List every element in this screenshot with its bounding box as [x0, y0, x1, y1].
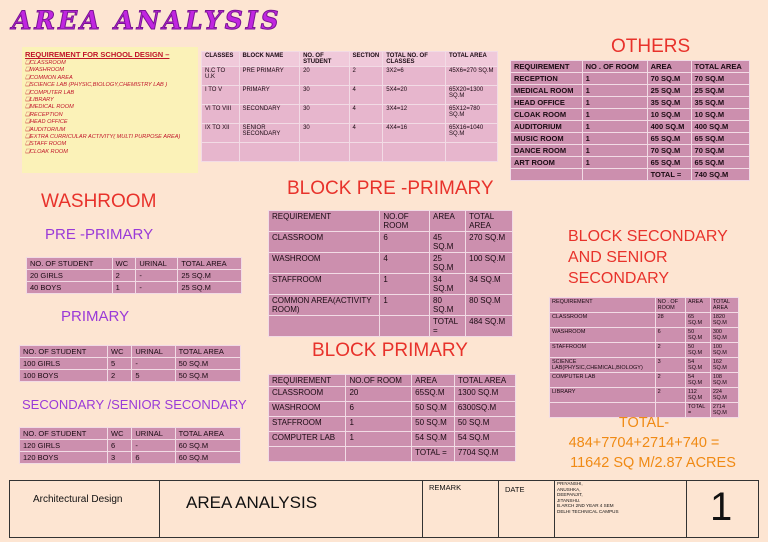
table-cell: 7704 SQ.M — [454, 447, 515, 462]
table-cell: 1 — [582, 85, 647, 97]
table-header-cell: TOTAL AREA — [175, 346, 240, 358]
table-cell: 65X20=1300 SQ.M — [446, 86, 498, 105]
table-cell: - — [132, 358, 175, 370]
table-cell: 6 — [108, 440, 132, 452]
table-cell: 25 SQ.M — [178, 282, 242, 294]
table-cell — [383, 143, 446, 162]
table-cell: 4 — [349, 86, 383, 105]
requirement-item: ❑CLASSROOM — [25, 60, 66, 66]
table-cell: 30 — [300, 86, 349, 105]
table-row — [269, 232, 513, 253]
table-cell: MUSIC ROOM — [511, 133, 583, 145]
page-title: AREA ANALYSIS — [12, 6, 282, 35]
credit-line: JITANSHU. — [557, 497, 581, 503]
table-cell: 40 BOYS — [27, 282, 113, 294]
table-cell: 1 — [582, 157, 647, 169]
table-cell: 2714 SQ.M — [710, 403, 738, 418]
table-cell: IX TO XII — [202, 124, 240, 143]
table-row — [20, 452, 241, 464]
table-header-cell: TOTAL AREA — [454, 375, 515, 387]
table-cell: 25 SQ.M — [178, 270, 242, 282]
table-cell: 6 — [380, 232, 430, 253]
requirement-item: ❑MEDICAL ROOM — [25, 104, 74, 111]
table-cell: I TO V — [202, 86, 240, 105]
block-primary-table — [268, 374, 516, 462]
table-header-row — [269, 375, 516, 387]
table-header-cell: NO.OF ROOM — [380, 211, 430, 232]
requirement-item: ❑STAFF ROOM — [25, 141, 67, 148]
table-header-cell: AREA — [686, 298, 711, 313]
table-cell: - — [136, 270, 178, 282]
table-cell: 54 SQ.M — [412, 432, 455, 447]
table-cell: PRIMARY — [239, 86, 300, 105]
footer-date-label: DATE — [505, 485, 525, 494]
table-row — [202, 124, 498, 143]
sheet-number: 1 — [710, 485, 733, 529]
table-header-cell: NO.OF ROOM — [346, 375, 412, 387]
table-header-row — [550, 298, 739, 313]
washroom-pre-primary-table — [26, 257, 242, 294]
table-cell: MEDICAL ROOM — [511, 85, 583, 97]
table-cell: 400 SQ.M — [647, 121, 691, 133]
table-row — [269, 274, 513, 295]
table-cell: 4X4=16 — [383, 124, 446, 143]
table-header-cell: CLASSES — [202, 52, 240, 67]
table-cell — [300, 143, 349, 162]
footer-credits — [557, 481, 619, 515]
table-cell: 80 SQ.M — [430, 295, 466, 316]
table-cell — [202, 143, 240, 162]
table-row — [269, 417, 516, 432]
table-cell: - — [132, 440, 175, 452]
table-cell: 50 SQ.M — [686, 343, 711, 358]
table-cell: 70 SQ.M — [647, 145, 691, 157]
table-cell: 5 — [108, 358, 132, 370]
table-cell: 3X2=6 — [383, 67, 446, 86]
block-secondary-table — [549, 297, 739, 418]
washroom-heading: WASHROOM — [41, 191, 157, 212]
table-cell: TOTAL = — [430, 316, 466, 337]
table-cell: 20 — [346, 387, 412, 402]
table-cell: 1 — [380, 274, 430, 295]
table-cell: 70 SQ.M — [647, 73, 691, 85]
grand-total-line3: 11642 SQ M/2.87 ACRES — [570, 455, 736, 471]
table-cell: 1 — [582, 133, 647, 145]
block-secondary-heading-line: SECONDARY — [568, 270, 670, 287]
table-row — [202, 105, 498, 124]
table-cell: 1 — [112, 282, 136, 294]
grand-total-line2: 484+7704+2714+740 = — [568, 435, 720, 451]
table-cell: 3 — [108, 452, 132, 464]
table-row — [202, 67, 498, 86]
table-cell: 120 GIRLS — [20, 440, 108, 452]
table-cell: 50 SQ.M — [175, 370, 240, 382]
table-cell: SECONDARY — [239, 105, 300, 124]
table-cell: DANCE ROOM — [511, 145, 583, 157]
table-cell: 2 — [655, 388, 685, 403]
table-cell: 50 SQ.M — [412, 402, 455, 417]
table-cell: 1 — [380, 295, 430, 316]
table-cell — [446, 143, 498, 162]
table-cell: TOTAL = — [647, 169, 691, 181]
table-header-row — [511, 61, 750, 73]
table-cell: 1 — [346, 432, 412, 447]
table-cell: TOTAL = — [686, 403, 711, 418]
block-secondary-heading-line: AND SENIOR — [568, 249, 668, 266]
table-row — [269, 295, 513, 316]
table-cell: 112 SQ.M — [686, 388, 711, 403]
table-cell: CLOAK ROOM — [511, 109, 583, 121]
table-header-cell: SECTION — [349, 52, 383, 67]
table-cell: 100 SQ.M — [466, 253, 513, 274]
table-row — [550, 373, 739, 388]
table-header-row — [27, 258, 242, 270]
table-cell: 4 — [380, 253, 430, 274]
classes-table — [201, 51, 498, 162]
table-header-cell: REQUIREMENT — [269, 211, 380, 232]
table-cell: COMMON AREA(ACTIVITY ROOM) — [269, 295, 380, 316]
requirement-item: ❑WASHROOM — [25, 67, 65, 74]
table-cell: 70 SQ.M — [691, 73, 749, 85]
table-cell: 54 SQ.M — [686, 373, 711, 388]
table-cell: N.C TO U.K — [202, 67, 240, 86]
requirements-heading: REQUIREMENT FOR SCHOOL DESIGN – — [25, 50, 170, 59]
table-cell: 740 SQ.M — [691, 169, 749, 181]
table-row — [511, 97, 750, 109]
table-cell: STAFFROOM — [269, 417, 346, 432]
requirement-item: ❑AUDITORIUM — [25, 126, 66, 133]
credit-line: B.ARCH 2ND YEAR 4 SEM — [557, 503, 614, 509]
table-cell: 2 — [112, 270, 136, 282]
table-cell: ART ROOM — [511, 157, 583, 169]
table-cell: 30 — [300, 105, 349, 124]
table-cell: 20 — [300, 67, 349, 86]
table-cell: STAFFROOM — [269, 274, 380, 295]
footer-date-cell — [499, 481, 555, 537]
table-cell: 6 — [132, 452, 175, 464]
table-cell: 3 — [655, 358, 685, 373]
table-row — [511, 169, 750, 181]
table-cell: - — [136, 282, 178, 294]
table-cell: 50 SQ.M — [686, 328, 711, 343]
table-row — [511, 73, 750, 85]
table-cell: CLASSROOM — [269, 387, 346, 402]
requirement-item: ❑SCIENCE LAB (PHYSIC,BIOLOGY,CHEMISTRY LAB ) — [25, 82, 168, 89]
footer-remark-label: REMARK — [429, 483, 462, 492]
table-cell — [269, 447, 346, 462]
table-row — [27, 282, 242, 294]
table-header-cell: REQUIREMENT — [269, 375, 346, 387]
table-cell: VI TO VIII — [202, 105, 240, 124]
table-cell: COMPUTER LAB — [269, 432, 346, 447]
table-cell: WASHROOM — [269, 402, 346, 417]
table-row — [511, 121, 750, 133]
grand-total — [526, 413, 762, 473]
washroom-secondary-heading: SECONDARY /SENIOR SECONDARY — [22, 397, 247, 412]
table-header-cell: NO. OF STUDENT — [27, 258, 113, 270]
table-header-cell: NO. OF STUDENT — [20, 428, 108, 440]
table-cell: 100 BOYS — [20, 370, 108, 382]
table-cell: 270 SQ.M — [466, 232, 513, 253]
table-header-cell: WC — [108, 346, 132, 358]
table-cell: 6300SQ.M — [454, 402, 515, 417]
requirement-item: ❑CLOAK ROOM — [25, 148, 68, 155]
table-cell: 300 SQ.M — [710, 328, 738, 343]
table-cell: 4 — [349, 124, 383, 143]
table-cell: 28 — [655, 313, 685, 328]
table-cell: 65SQ.M — [412, 387, 455, 402]
table-header-row — [20, 428, 241, 440]
table-cell: LIBRARY — [550, 388, 656, 403]
table-row — [202, 143, 498, 162]
table-row — [269, 316, 513, 337]
washroom-pre-primary-heading: PRE -PRIMARY — [45, 226, 154, 243]
table-cell: 1 — [582, 97, 647, 109]
table-cell: 1 — [582, 145, 647, 157]
table-cell: 25 SQ.M — [647, 85, 691, 97]
requirement-item: ❑COMMON AREA — [25, 74, 73, 81]
footer-title: AREA ANALYSIS — [186, 493, 318, 512]
table-row — [27, 270, 242, 282]
table-row — [511, 109, 750, 121]
table-header-cell: URINAL — [132, 428, 175, 440]
requirement-item: ❑HEAD OFFICE — [25, 119, 68, 126]
table-cell: 100 GIRLS — [20, 358, 108, 370]
table-cell: 108 SQ.M — [710, 373, 738, 388]
table-header-cell: NO . OF ROOM — [582, 61, 647, 73]
table-cell: 10 SQ.M — [647, 109, 691, 121]
table-cell: 4 — [349, 105, 383, 124]
table-row — [550, 328, 739, 343]
table-cell: 1 — [346, 417, 412, 432]
table-cell — [269, 316, 380, 337]
table-cell: 34 SQ.M — [466, 274, 513, 295]
table-cell: 50 SQ.M — [454, 417, 515, 432]
footer-title-cell — [160, 481, 423, 537]
table-header-cell: TOTAL AREA — [691, 61, 749, 73]
table-cell: WASHROOM — [550, 328, 656, 343]
table-cell: 2 — [655, 343, 685, 358]
table-cell: 2 — [655, 373, 685, 388]
block-secondary-heading-line: BLOCK SECONDARY — [568, 228, 728, 245]
table-header-cell: URINAL — [132, 346, 175, 358]
table-cell: 65X16=1040 SQ.M — [446, 124, 498, 143]
table-cell: 50 SQ.M — [412, 417, 455, 432]
requirement-item: ❑COMPUTER LAB — [25, 89, 75, 96]
table-header-cell: URINAL — [136, 258, 178, 270]
credit-line: PRIYANSHI, — [557, 481, 583, 486]
table-header-cell: BLOCK NAME — [239, 52, 300, 67]
table-cell: 10 SQ.M — [691, 109, 749, 121]
table-row — [269, 432, 516, 447]
table-row — [269, 253, 513, 274]
table-header-cell: TOTAL AREA — [175, 428, 240, 440]
table-cell: 25 SQ.M — [691, 85, 749, 97]
table-cell: 25 SQ.M — [430, 253, 466, 274]
washroom-secondary-table — [19, 427, 241, 464]
table-header-cell: TOTAL AREA — [178, 258, 242, 270]
table-cell: 1 — [582, 73, 647, 85]
others-table — [510, 60, 750, 181]
table-cell: CLASSROOM — [550, 313, 656, 328]
table-row — [269, 387, 516, 402]
table-cell: CLASSROOM — [269, 232, 380, 253]
grand-total-line1: TOTAL- — [618, 415, 670, 431]
footer-sheet-cell — [687, 481, 758, 537]
table-cell: 162 SQ.M — [710, 358, 738, 373]
table-cell: WASHROOM — [269, 253, 380, 274]
table-cell: 100 SQ.M — [710, 343, 738, 358]
table-header-cell: AREA — [412, 375, 455, 387]
table-cell: TOTAL = — [412, 447, 455, 462]
table-cell: AUDITORIUM — [511, 121, 583, 133]
table-cell: 20 GIRLS — [27, 270, 113, 282]
table-cell: 1 — [582, 109, 647, 121]
table-cell: 54 SQ.M — [454, 432, 515, 447]
table-row — [269, 447, 516, 462]
table-cell: 30 — [300, 124, 349, 143]
table-cell: 1820 SQ.M — [710, 313, 738, 328]
table-cell: 2 — [349, 67, 383, 86]
table-header-cell: WC — [108, 428, 132, 440]
table-cell: RECEPTION — [511, 73, 583, 85]
table-header-cell: REQUIREMENT — [511, 61, 583, 73]
table-header-cell: NO. OF STUDENT — [20, 346, 108, 358]
table-row — [511, 145, 750, 157]
table-cell: 54 SQ.M — [686, 358, 711, 373]
table-cell — [346, 447, 412, 462]
table-cell — [511, 169, 583, 181]
footer-left-label: Architectural Design — [33, 494, 123, 505]
table-header-row — [202, 52, 498, 67]
credit-line: ANUSHKA, — [557, 486, 581, 492]
table-header-cell: TOTAL NO. OF CLASSES — [383, 52, 446, 67]
table-cell: 70 SQ.M — [691, 145, 749, 157]
table-cell: HEAD OFFICE — [511, 97, 583, 109]
table-cell: 1300 SQ.M — [454, 387, 515, 402]
table-row — [550, 388, 739, 403]
table-header-cell: TOTAL AREA — [446, 52, 498, 67]
table-cell: 6 — [346, 402, 412, 417]
table-cell: 35 SQ.M — [691, 97, 749, 109]
table-cell: 65 SQ.M — [647, 157, 691, 169]
table-cell: 5X4=20 — [383, 86, 446, 105]
table-cell: SENIOR SECONDARY — [239, 124, 300, 143]
washroom-primary-table — [19, 345, 241, 382]
table-header-cell: NO . OF ROOM — [655, 298, 685, 313]
block-pre-primary-heading: BLOCK PRE -PRIMARY — [287, 178, 494, 199]
table-cell — [582, 169, 647, 181]
table-header-cell: WC — [112, 258, 136, 270]
table-header-cell: REQUIREMENT — [550, 298, 656, 313]
table-cell: 45 SQ.M — [430, 232, 466, 253]
table-header-cell: TOTAL AREA — [466, 211, 513, 232]
table-header-cell: AREA — [430, 211, 466, 232]
table-row — [202, 86, 498, 105]
table-cell: 400 SQ.M — [691, 121, 749, 133]
table-cell: 1 — [582, 121, 647, 133]
table-cell: 50 SQ.M — [175, 358, 240, 370]
table-cell: 2 — [108, 370, 132, 382]
table-cell: 65 SQ.M — [647, 133, 691, 145]
table-row — [20, 440, 241, 452]
table-cell — [380, 316, 430, 337]
table-cell: 60 SQ.M — [175, 440, 240, 452]
table-cell: 120 BOYS — [20, 452, 108, 464]
requirement-item: ❑EXTRA CURRICULAR ACTIVITY( MULTI PURPOSE AREA) — [25, 134, 181, 141]
table-row — [20, 358, 241, 370]
table-cell: SCIENCE LAB(PHYSIC,CHEMICAL,BIOLOGY) — [550, 358, 656, 373]
table-header-row — [20, 346, 241, 358]
requirement-item: ❑LIBRARY — [25, 97, 54, 104]
table-cell: 35 SQ.M — [647, 97, 691, 109]
table-cell: 5 — [132, 370, 175, 382]
table-row — [511, 85, 750, 97]
table-cell: 65X12=780 SQ.M — [446, 105, 498, 124]
table-row — [269, 402, 516, 417]
table-row — [511, 157, 750, 169]
table-cell: 3X4=12 — [383, 105, 446, 124]
footer-credits-cell — [555, 481, 687, 537]
table-cell: 34 SQ.M — [430, 274, 466, 295]
table-cell: 224 SQ.M — [710, 388, 738, 403]
requirement-item: ❑RECEPTION — [25, 111, 63, 118]
washroom-primary-heading: PRIMARY — [61, 308, 130, 325]
table-header-cell: NO. OF STUDENT — [300, 52, 349, 67]
table-row — [20, 370, 241, 382]
table-cell — [349, 143, 383, 162]
block-secondary-heading — [568, 226, 728, 289]
table-cell: 65 SQ.M — [691, 157, 749, 169]
others-heading: OTHERS — [611, 36, 691, 57]
title-block — [9, 480, 759, 538]
footer-left-cell — [10, 481, 160, 537]
table-row — [550, 343, 739, 358]
table-header-row — [269, 211, 513, 232]
block-pre-primary-table — [268, 210, 513, 337]
table-cell: 65 SQ.M — [691, 133, 749, 145]
credit-line: DEEPANJIT, — [557, 492, 583, 498]
table-header-cell: AREA — [647, 61, 691, 73]
table-cell: PRE PRIMARY — [239, 67, 300, 86]
requirements-box — [22, 47, 198, 173]
table-cell: 80 SQ.M — [466, 295, 513, 316]
table-row — [511, 133, 750, 145]
table-cell — [239, 143, 300, 162]
table-header-cell: TOTAL AREA — [710, 298, 738, 313]
table-cell: 484 SQ.M — [466, 316, 513, 337]
table-cell: 6 — [655, 328, 685, 343]
table-cell: COMPUTER LAB — [550, 373, 656, 388]
credit-line: DELHI TECHNICAL CAMPUS — [557, 508, 619, 514]
table-row — [550, 313, 739, 328]
table-cell: 60 SQ.M — [175, 452, 240, 464]
table-cell: 65 SQ.M — [686, 313, 711, 328]
footer-remark-cell — [423, 481, 499, 537]
block-primary-heading: BLOCK PRIMARY — [312, 340, 468, 361]
table-cell: 45X6=270 SQ.M — [446, 67, 498, 86]
table-row — [550, 358, 739, 373]
table-cell: STAFFROOM — [550, 343, 656, 358]
